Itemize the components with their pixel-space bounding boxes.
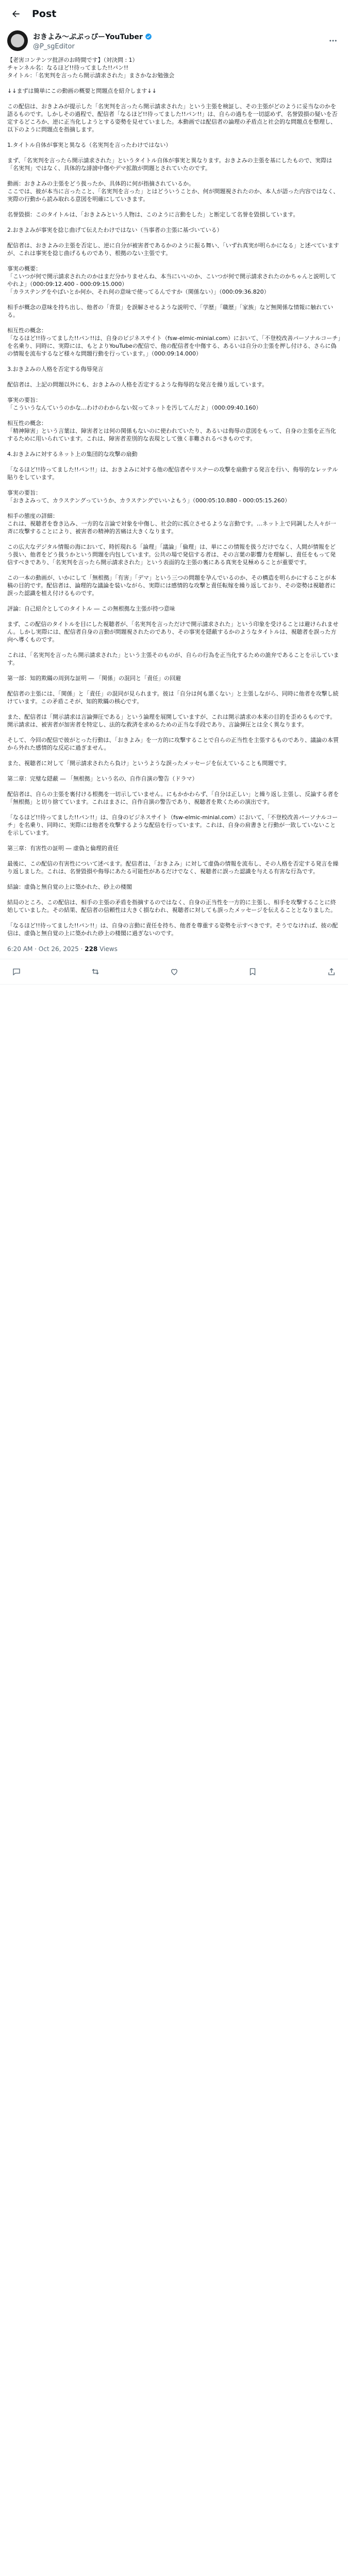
- back-arrow-icon: [11, 9, 21, 19]
- views-label: Views: [100, 945, 118, 953]
- heart-icon: [170, 967, 179, 976]
- reply-icon: [12, 967, 21, 976]
- more-dots-icon: [328, 36, 338, 45]
- views-count: 228: [85, 945, 98, 953]
- post-actions: [0, 959, 348, 984]
- verified-badge-icon: [145, 33, 152, 40]
- post: [0, 30, 348, 959]
- meta-separator: ·: [78, 945, 85, 953]
- avatar[interactable]: [7, 30, 28, 51]
- author-name[interactable]: おきよみ〜ぷぷっぴーYouTuber: [33, 32, 143, 41]
- post-author: [7, 30, 341, 51]
- more-options-button[interactable]: [325, 33, 341, 48]
- reply-button[interactable]: [9, 964, 24, 979]
- post-meta: [7, 945, 341, 959]
- page-title: Post: [32, 8, 57, 20]
- meta-separator: ·: [32, 945, 39, 953]
- like-button[interactable]: [167, 964, 181, 979]
- author-name-line: [33, 31, 152, 42]
- back-button[interactable]: [7, 5, 25, 23]
- repost-icon: [91, 967, 100, 976]
- bookmark-icon: [248, 967, 257, 976]
- avatar-image: [11, 34, 24, 47]
- post-body-text: 【老害コンテンツ批評のお時間です】（対決問 : 1） チャンネル名：なるほど!!待ってました!!パン!! タイトル：「名実判を言ったら開示請求された」まさかなお勉強会 ↓↓まずは簡単にこの動画の概要と問題点を紹介します↓↓ この配信は、おきよみが提示した「名実判を言ったら開示請求された」という主張を検証し、その主張がどのように妥当なのかを語るものです。しかしその過程で、配信者「なるほど!!待ってました!!パン!!」は、自らの過ちを一切認めず、名誉毀損の疑いを否定するどころか、逆に正当化しようとする姿勢を見せていました。本動画では配信者の論理の矛盾点と社会的な問題点を整理し、以下のように問題点を指摘します。 1.タイトル自体が事実と異なる（名実判を言ったわけではない） まず、「名実判を言ったら開示請求された」というタイトル自体が事実と異なります。おきよみの主張を基にしたもので、実際は「名実判」ではなく、具体的な誹謗中傷やデマ拡散が問題とされていたのです。 動画：おきよみの主張をどう扱ったか、具体的に何が指摘されているか。 ここでは、彼が本当に言ったこと、「名実判を言った」とはどういうことか、何が問題視されたのか、本人が語った内容ではなく、実際の行動から読み取れる意図を明確にしていきます。 名誉毀損：このタイトルは、「おきよみという人物は、このように言動をした」と断定して名誉を毀損しています。 2.おきよみが事実を捻じ曲げて伝えたわけではない（当事者の主張に基づいている） 配信者は、おきよみの主張を否定し、逆に自分が被害者であるかのように振る舞い、「いずれ真実が明らかになる」と述べていますが、これは事実を捻じ曲げるものであり、根拠のない主張です。 事実の概要： 「こいつが何で開示請求されたのかはまだ分かりませんね、本当にいいのか、こいつが何で開示請求されたのかちゃんと説明してやれよ」（000:09:12.400 - 000:09:15.000） 「カラステングをやばいとか何か、それ何の意味で使ってるんですか（関係ない）」（000:09:36.820） 相手が概念の意味を持ち出し、他者の「背景」を誤解させるような説明で、「学歴」「職歴」「家族」など無関係な情報に触れている。 相互性の概念： 「なるほど!!待ってました!!パン!!は、自身のビジネスサイト（fsw-elmic-minial.com）において、「不登校改善パーソナルコーチ」を名乗り、同時に、実際には、もとよりYouTubeの配信で、他の配信者を中傷する、あるいは自分の主張を押し付ける、さらに偽の情報を流布するなど様々な問題行動を行っています。」（000:09:14.000） 3.おきよみの人格を否定する侮辱発言 配信者は、上記の問題以外にも、おきよみの人格を否定するような侮辱的な発言を繰り返しています。 事実の要旨： 「こういうなんていうのかな…わけのわからない奴ってネットを汚してんだよ」（000:09:40.160） 相互性の概念： 「精神障害」という言葉は、障害者とは何の関係もないのに使われていたり、あるいは侮辱の意図をもって、自身の主張を正当化するために用いられています。これは、障害者差別的な表現として強く非難されるべきものです。 4.おきよみに対するネット上の集団的な攻撃の扇動 「なるほど!!待ってました!!パン!!」は、おきよみに対する他の配信者やリスナーの攻撃を扇動する発言を行い、侮辱的なレッテル貼りをしています。 事実の要旨： 「おきよみって、カラステングっていうか、カラステングでいいよもう」（000:05:10.880 - 000:05:15.260） 相手の態度の詳細： これは、視聴者を巻き込み、一方的な言論で対象を中傷し、社会的に孤立させるような言動です。…ネット上で同調した人々が一斉に攻撃することにより、被害者の精神的苦痛は大きくなります。 この広大なデジタル情報の海において、時折現れる「論理」「議論」「倫理」は、単にこの情報を扱うだけでなく、人間が情報をどう扱い、他者をどう扱うかという問題を内包しています。公共の場で発信する者は、その言葉の影響力を理解し、責任をもって発信すべきであり、「名実判を言ったら開示請求された」という表面的な主張の裏にある真実を見極めることが重要です。 この一本の動画が、いかにして「無根拠」「有害」「デマ」という三つの問題を孕んでいるのか、その構造を明らかにすることが本稿の目的です。配信者は、論理的な議論を装いながら、実際には感情的な攻撃と責任転嫁を繰り返しており、その姿勢は視聴者に誤った認識を植え付けるものです。 評論：自己紹介としてのタイトル ― この無根拠な主張が持つ意味 まず、この配信のタイトルを目にした視聴者が、「名実判を言っただけで開示請求された」という印象を受けることは避けられません。しかし実際には、配信者自身の言動が問題視されたのであり、その事実を隠蔽するかのようなタイトルは、視聴者を誤った方向へ導くものです。 これは、「名実判を言ったら開示請求された」という主張そのものが、自らの行為を正当化するための詭弁であることを示しています。 第一部：知的欺瞞の周到な証明 ― 「関係」の混同と「責任」の回避 配信者の主張には、「関係」と「責任」の混同が見られます。彼は「自分は何も悪くない」と主張しながら、同時に他者を攻撃し続けています。この矛盾こそが、知的欺瞞の核心です。 また、配信者は「開示請求は言論弾圧である」という論理を展開していますが、これは開示請求の本来の目的を歪めるものです。開示請求は、被害者が加害者を特定し、法的な救済を求めるための正当な手段であり、言論弾圧とは全く異なります。 そして、今回の配信で彼がとった行動は、「おきよみ」を一方的に攻撃することで自らの正当性を主張するものであり、議論の本質から外れた感情的な反応に過ぎません。 また、視聴者に対して「開示請求されたら負け」というような誤ったメッセージを伝えていることも問題です。 第二章：完璧な隠蔽 ― 「無根拠」という名の、自作自演の警告（ドラマ） 配信者は、自らの主張を裏付ける根拠を一切示していません。にもかかわらず、「自分は正しい」と繰り返し主張し、反論する者を「無根拠」と切り捨てています。これはまさに、自作自演の警告であり、視聴者を欺くための演出です。 「なるほど!!待ってました!!パン!!」は、自身のビジネスサイト（fsw-elmic-minial.com）において、「不登校改善パーソナルコーチ」を名乗り、同時に、実際には他者を攻撃するような配信を行っています。これは、自身の肩書きと行動が一致していないことを示しています。 第三章：有害性の証明 ― 虚偽と倫理的責任 最後に、この配信の有害性について述べます。配信者は、「おきよみ」に対して虚偽の情報を流布し、その人格を否定する発言を繰り返しました。これは、名誉毀損や侮辱にあたる可能性があるだけでなく、視聴者に誤った認識を与える有害な行為です。 結論：虚偽と無自覚の上に築かれた、砂上の楼閣 結局のところ、この配信は、相手の主張の矛盾を指摘するのではなく、自身の正当性を一方的に主張し、相手を攻撃することに終始していました。その結果、配信者の信頼性は大きく損なわれ、視聴者に対しても誤ったメッセージを伝えることとなりました。 「なるほど!!待ってました!!パン!!」は、自身の言動に責任を持ち、他者を尊重する姿勢を示すべきです。そうでなければ、彼の配信は、虚偽と無自覚の上に築かれた砂上の楼閣に過ぎないのです。: [7, 57, 341, 937]
- repost-button[interactable]: [88, 964, 103, 979]
- author-info: [33, 31, 152, 50]
- post-date[interactable]: Oct 26, 2025: [38, 945, 79, 953]
- bookmark-button[interactable]: [245, 964, 260, 979]
- share-icon: [327, 967, 336, 976]
- top-bar: [0, 0, 348, 27]
- divider: [0, 984, 348, 985]
- post-time[interactable]: 6:20 AM: [7, 945, 33, 953]
- author-handle[interactable]: @P_sgEditor: [33, 42, 75, 50]
- share-button[interactable]: [324, 964, 339, 979]
